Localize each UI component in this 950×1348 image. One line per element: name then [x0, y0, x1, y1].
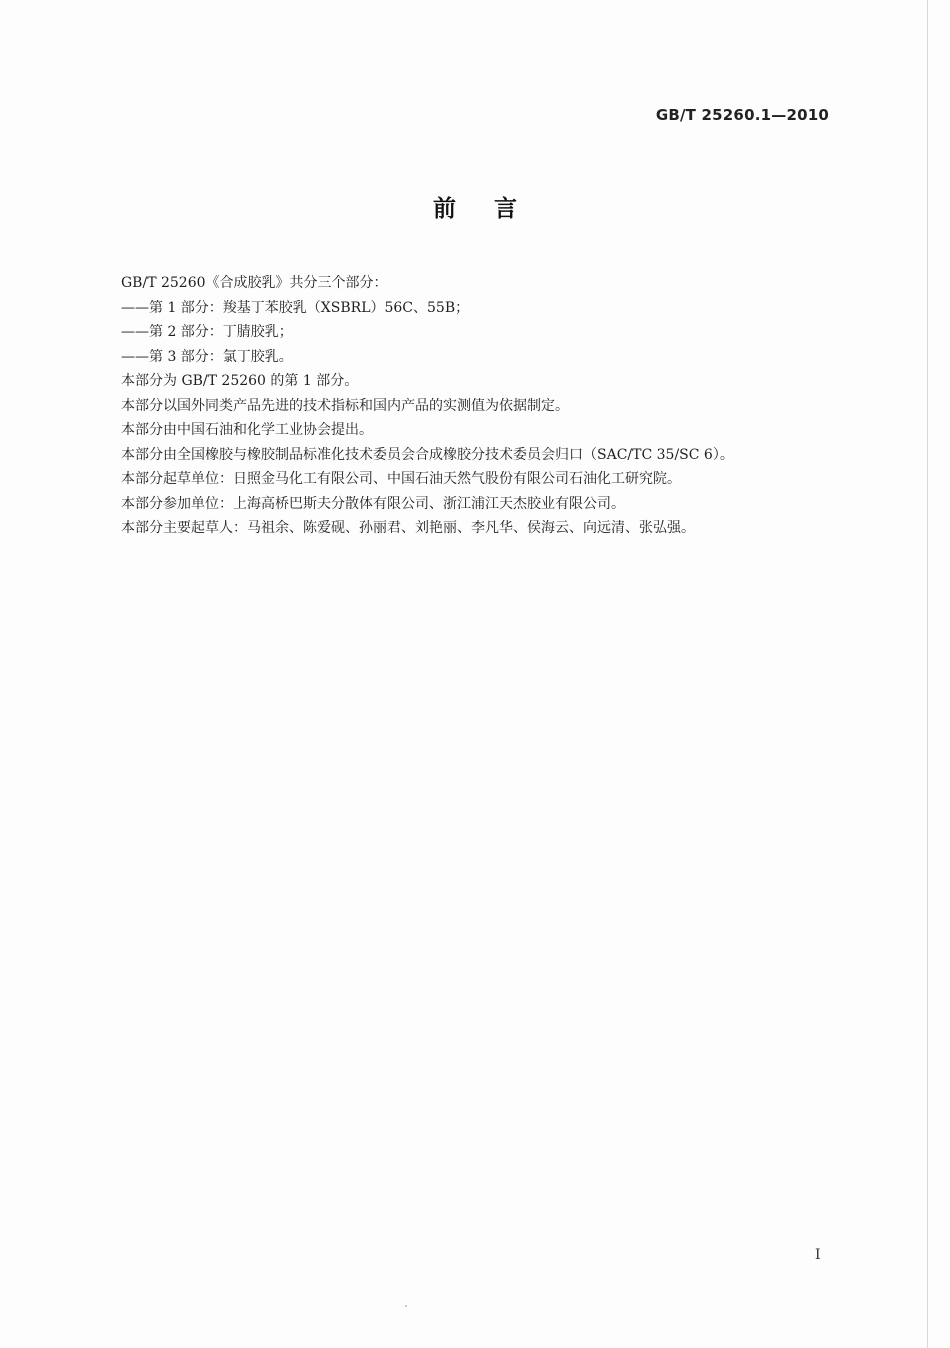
part-list-item: ——第 1 部分：羧基丁苯胶乳（XSBRL）56C、55B；: [121, 299, 470, 316]
page-title: 前言: [433, 196, 555, 222]
part-list-item: ——第 3 部分：氯丁胶乳。: [121, 348, 293, 365]
foreword-body: [121, 271, 841, 541]
foreword-line: 本部分以国外同类产品先进的技术指标和国内产品的实测值为依据制定。: [121, 397, 569, 414]
foreword-line: 本部分主要起草人：马祖余、陈爱砚、孙丽君、刘艳丽、李凡华、侯海云、向远清、张弘强。: [121, 520, 695, 536]
foreword-line: 本部分由全国橡胶与橡胶制品标准化技术委员会合成橡胶分技术委员会归口（SAC/TC 35/SC 6）。: [121, 446, 734, 463]
foreword-line: 本部分由中国石油和化学工业协会提出。: [121, 422, 373, 438]
page-number: I: [815, 1247, 821, 1263]
part-list-item: ——第 2 部分：丁腈胶乳；: [121, 324, 293, 340]
standard-code: GB/T 25260.1—2010: [655, 106, 829, 124]
foreword-line: 本部分起草单位：日照金马化工有限公司、中国石油天然气股份有限公司石油化工研究院。: [121, 471, 681, 487]
foreword-line: 本部分参加单位：上海高桥巴斯夫分散体有限公司、浙江浦江天杰胶业有限公司。: [121, 495, 625, 512]
foreword-line: GB/T 25260《合成胶乳》共分三个部分：: [121, 275, 388, 291]
foreword-line: 本部分为 GB/T 25260 的第 1 部分。: [121, 373, 359, 389]
scan-speck: [405, 1305, 407, 1307]
